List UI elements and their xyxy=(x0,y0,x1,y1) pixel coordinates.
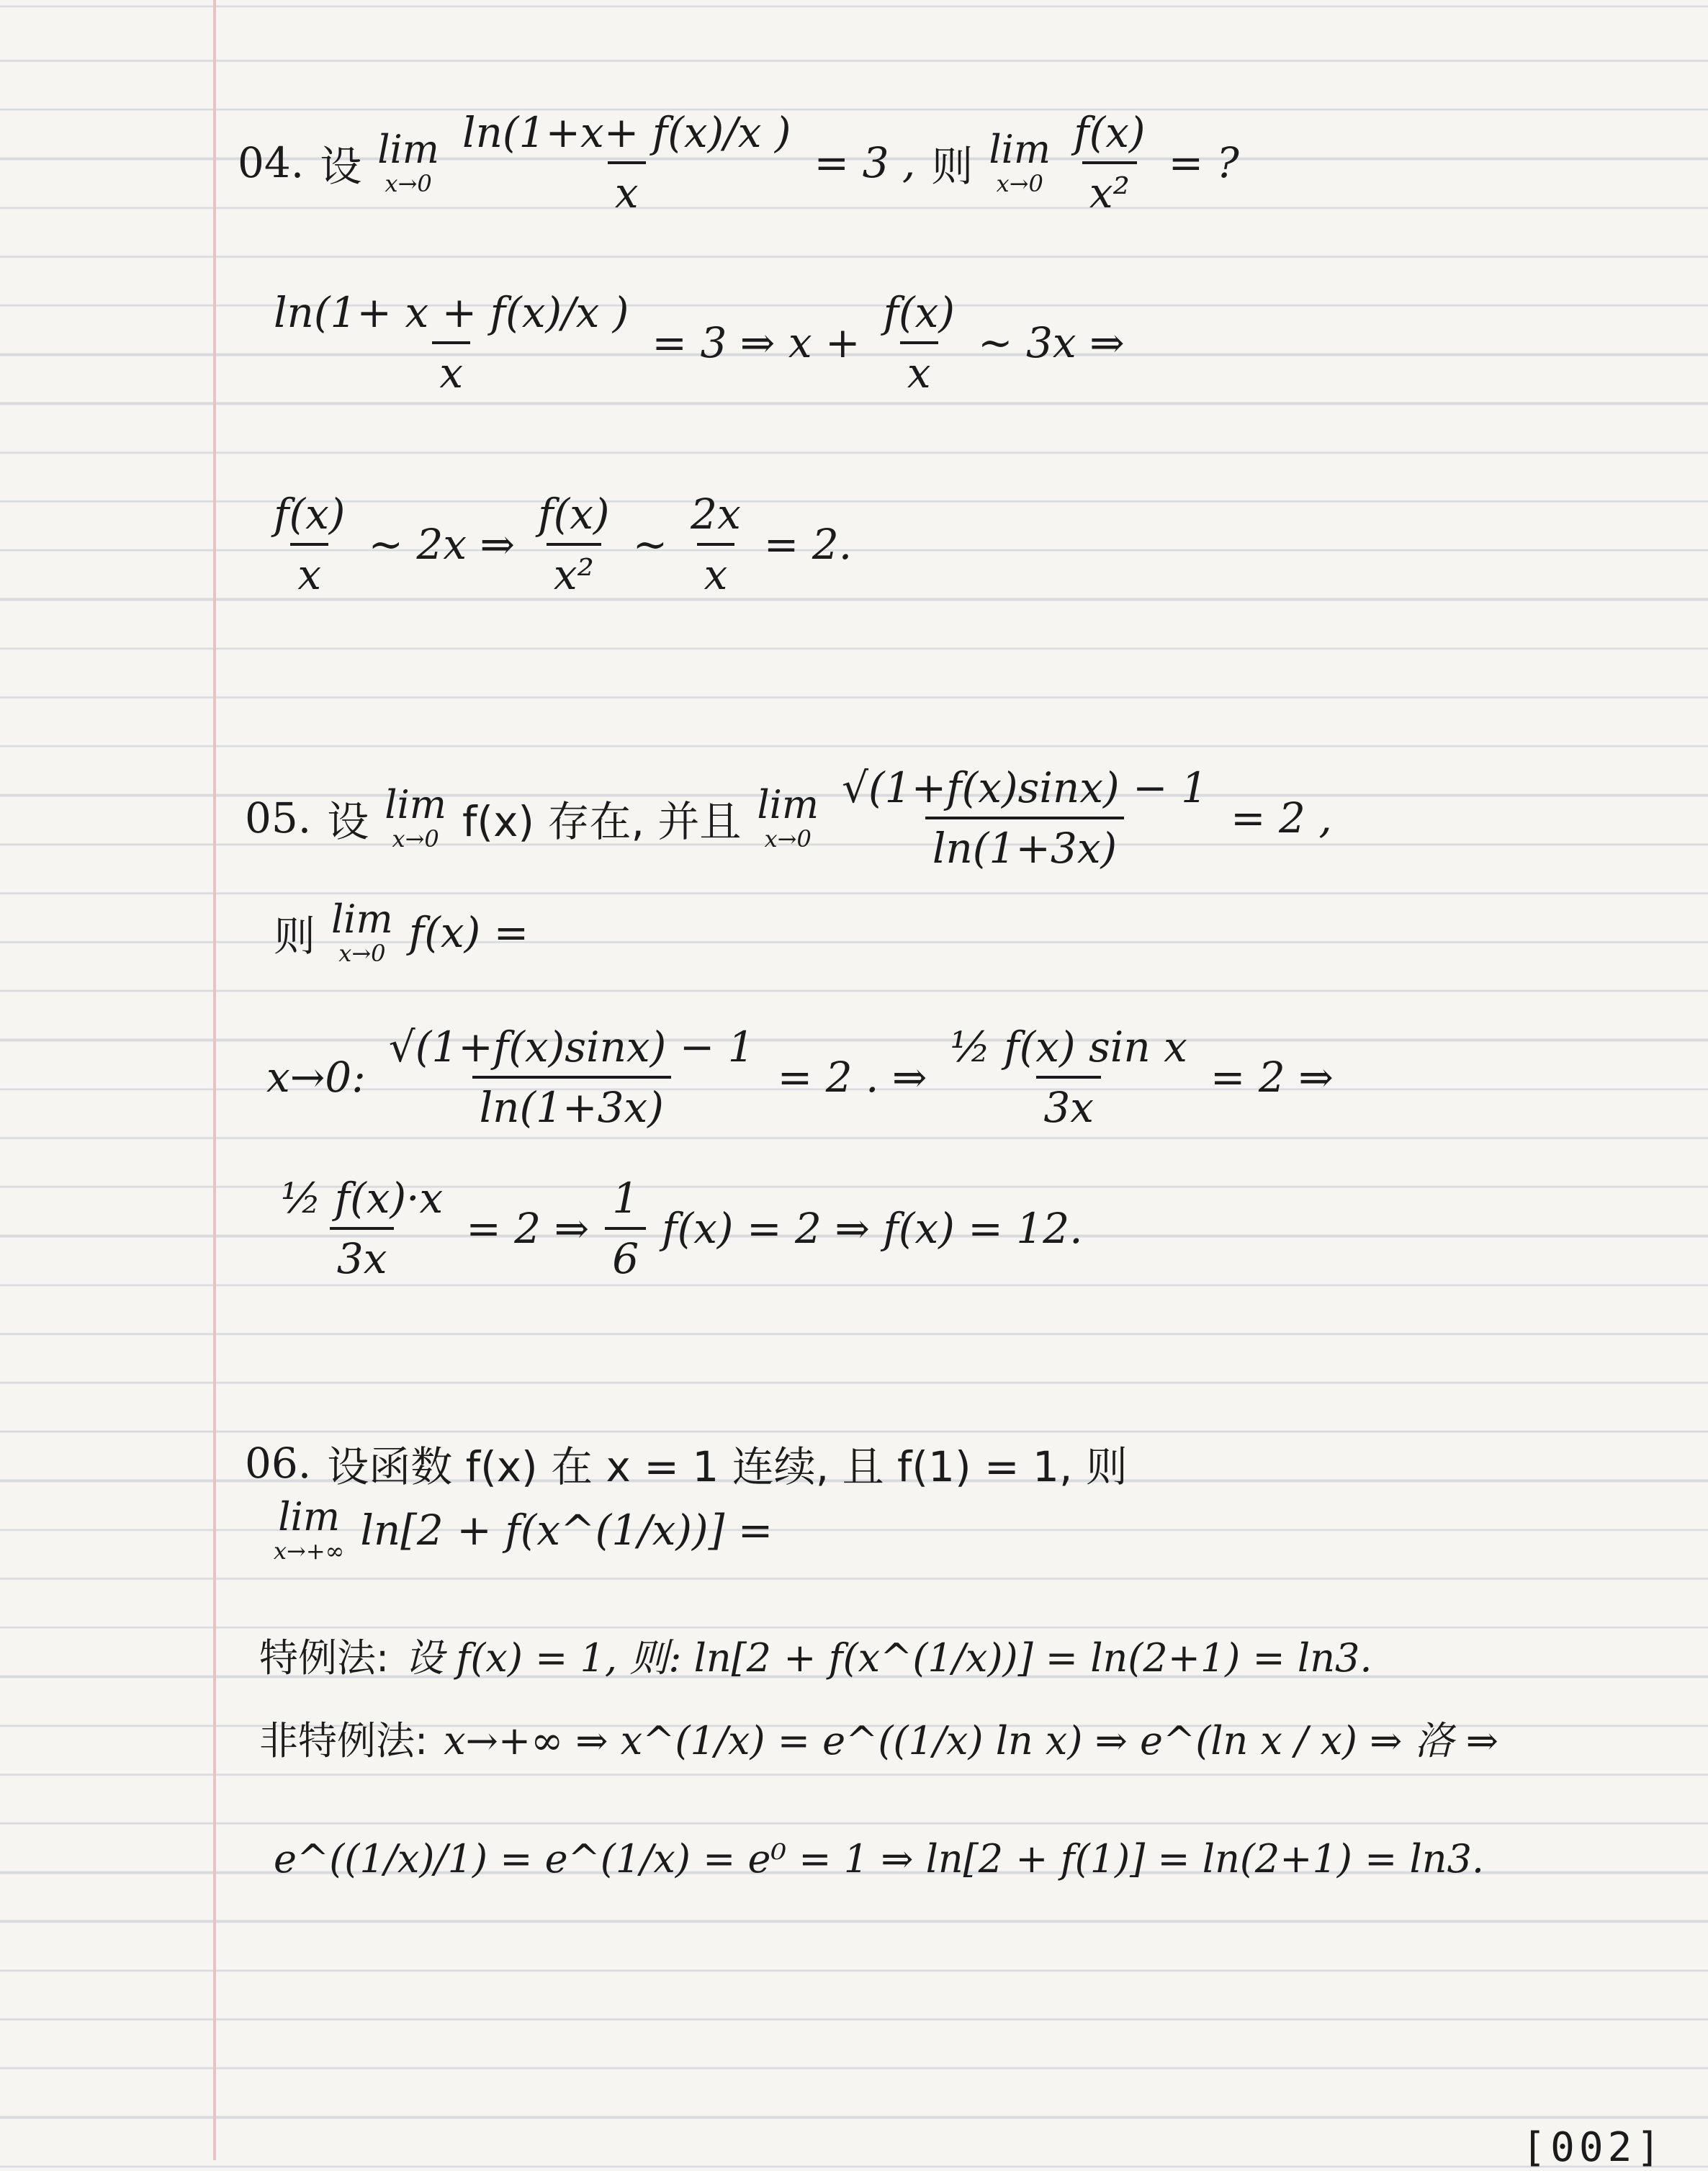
question-text: ln[2 + f(x^(1/x))] = xyxy=(360,1506,773,1555)
question-text: f(x) = xyxy=(408,908,529,957)
step-fraction xyxy=(876,288,962,397)
method-label: 特例法: xyxy=(259,1635,390,1681)
given-fraction xyxy=(455,108,799,217)
limit-subscript: x→0 xyxy=(996,170,1043,197)
limit-word: lim xyxy=(278,1494,341,1540)
problem-04-statement xyxy=(238,108,1255,217)
notebook-margin-line xyxy=(213,0,216,2160)
limit-operator xyxy=(274,1494,345,1565)
problem-05-statement xyxy=(245,763,1348,873)
step-fraction xyxy=(382,1022,762,1132)
fraction-numerator: 1 xyxy=(612,1174,639,1223)
then-word: 则 xyxy=(931,142,974,191)
limit-operator xyxy=(331,896,393,967)
problem-number: 06. xyxy=(245,1439,312,1488)
step-fraction xyxy=(943,1022,1195,1132)
limit-word: lim xyxy=(385,782,447,827)
fraction-denominator: x xyxy=(608,161,646,217)
then-word: 则 xyxy=(274,912,316,961)
problem-06-final xyxy=(274,1836,1500,1882)
problem-04-step-1 xyxy=(266,288,1141,397)
step-fraction xyxy=(266,288,636,397)
limit-word: lim xyxy=(377,127,440,172)
fraction-denominator: ln(1+3x) xyxy=(472,1076,671,1132)
prompt-text: f(x) 存在, 并且 xyxy=(462,797,742,846)
limit-operator xyxy=(757,782,819,853)
fraction-numerator: √(1+f(x)sinx) − 1 xyxy=(842,763,1208,812)
step-fraction xyxy=(274,1174,450,1283)
problem-06-special-method xyxy=(259,1627,1388,1683)
prompt-word: 设 xyxy=(320,142,362,191)
condition-text: x→0: xyxy=(266,1053,366,1102)
fraction-numerator: 2x xyxy=(691,490,741,539)
limit-subscript: x→0 xyxy=(764,825,812,853)
limit-operator xyxy=(989,127,1051,197)
limit-word: lim xyxy=(989,127,1051,172)
prompt-word: 设 xyxy=(327,797,369,846)
page-number: [002] xyxy=(1522,2124,1665,2171)
step-fraction xyxy=(531,490,616,599)
step-text: = 2 ⇒ xyxy=(466,1204,590,1253)
equation-value: = 2 , xyxy=(1230,794,1332,842)
step-text: ~ 2x ⇒ xyxy=(368,520,516,569)
fraction-denominator: x xyxy=(900,341,938,397)
fraction-numerator: f(x) xyxy=(538,490,610,539)
problem-05-step-2 xyxy=(274,1174,1099,1283)
fraction-denominator: ln(1+3x) xyxy=(925,817,1124,873)
fraction-numerator: ln(1+ x + f(x)/x ) xyxy=(274,288,629,337)
fraction-denominator: x xyxy=(697,543,735,599)
fraction-denominator: x xyxy=(290,543,328,599)
fraction-numerator: ln(1+x+ f(x)/x ) xyxy=(462,108,791,157)
problem-06-statement xyxy=(245,1433,1143,1493)
limit-word: lim xyxy=(757,782,819,827)
fraction-numerator: ½ f(x) sin x xyxy=(950,1022,1187,1071)
method-label: 非特例法: xyxy=(259,1718,428,1763)
fraction-numerator: ½ f(x)·x xyxy=(281,1174,444,1223)
limit-subscript: x→+∞ xyxy=(274,1537,345,1565)
limit-subscript: x→0 xyxy=(338,940,386,967)
fraction-numerator: f(x) xyxy=(274,490,346,539)
limit-operator xyxy=(377,127,440,197)
final-text: e^((1/x)/1) = e^(1/x) = e⁰ = 1 ⇒ ln[2 + f(1)] = ln(2+1) = ln3. xyxy=(274,1836,1485,1882)
fraction-denominator: 6 xyxy=(605,1227,646,1283)
problem-05-question xyxy=(274,896,544,967)
given-fraction xyxy=(835,763,1215,873)
problem-number: 04. xyxy=(238,138,305,187)
limit-word: lim xyxy=(331,896,393,942)
asked-fraction xyxy=(1066,108,1152,217)
step-fraction xyxy=(266,490,352,599)
fraction-numerator: f(x) xyxy=(883,288,955,337)
step-fraction xyxy=(605,1174,646,1283)
fraction-denominator: x² xyxy=(1082,161,1137,217)
step-fraction xyxy=(683,490,748,599)
fraction-denominator: x xyxy=(432,341,470,397)
step-text: ~ 3x ⇒ xyxy=(978,318,1125,367)
step-result: f(x) = 2 ⇒ f(x) = 12. xyxy=(662,1204,1083,1253)
fraction-denominator: 3x xyxy=(330,1227,395,1283)
method-text: x→+∞ ⇒ x^(1/x) = e^((1/x) ln x) ⇒ e^(ln x / x) ⇒ 洛 ⇒ xyxy=(444,1718,1498,1763)
fraction-denominator: x² xyxy=(547,543,601,599)
limit-subscript: x→0 xyxy=(392,825,439,853)
problem-number: 05. xyxy=(245,794,312,842)
equation-value: = 3 , xyxy=(814,138,916,187)
step-text: = 2 ⇒ xyxy=(1210,1053,1334,1102)
limit-subscript: x→0 xyxy=(385,170,432,197)
step-text: = 3 ⇒ x + xyxy=(652,318,860,367)
problem-06-question xyxy=(274,1494,788,1565)
problem-05-step-1 xyxy=(266,1022,1349,1132)
fraction-numerator: f(x) xyxy=(1074,108,1146,157)
problem-04-step-2 xyxy=(266,490,868,599)
step-text: = 2 . ⇒ xyxy=(777,1053,927,1102)
question-mark: = ? xyxy=(1168,138,1239,187)
fraction-numerator: √(1+f(x)sinx) − 1 xyxy=(388,1022,755,1071)
prompt-text: 设函数 f(x) 在 x = 1 连续, 且 f(1) = 1, 则 xyxy=(327,1442,1128,1491)
limit-operator xyxy=(385,782,447,853)
problem-06-nonspecial-method xyxy=(259,1710,1514,1766)
method-text: 设 f(x) = 1, 则: ln[2 + f(x^(1/x))] = ln(2+1) = ln3. xyxy=(405,1635,1372,1681)
fraction-denominator: 3x xyxy=(1036,1076,1101,1132)
step-result: = 2. xyxy=(763,520,853,569)
similar-sign: ~ xyxy=(632,520,668,569)
